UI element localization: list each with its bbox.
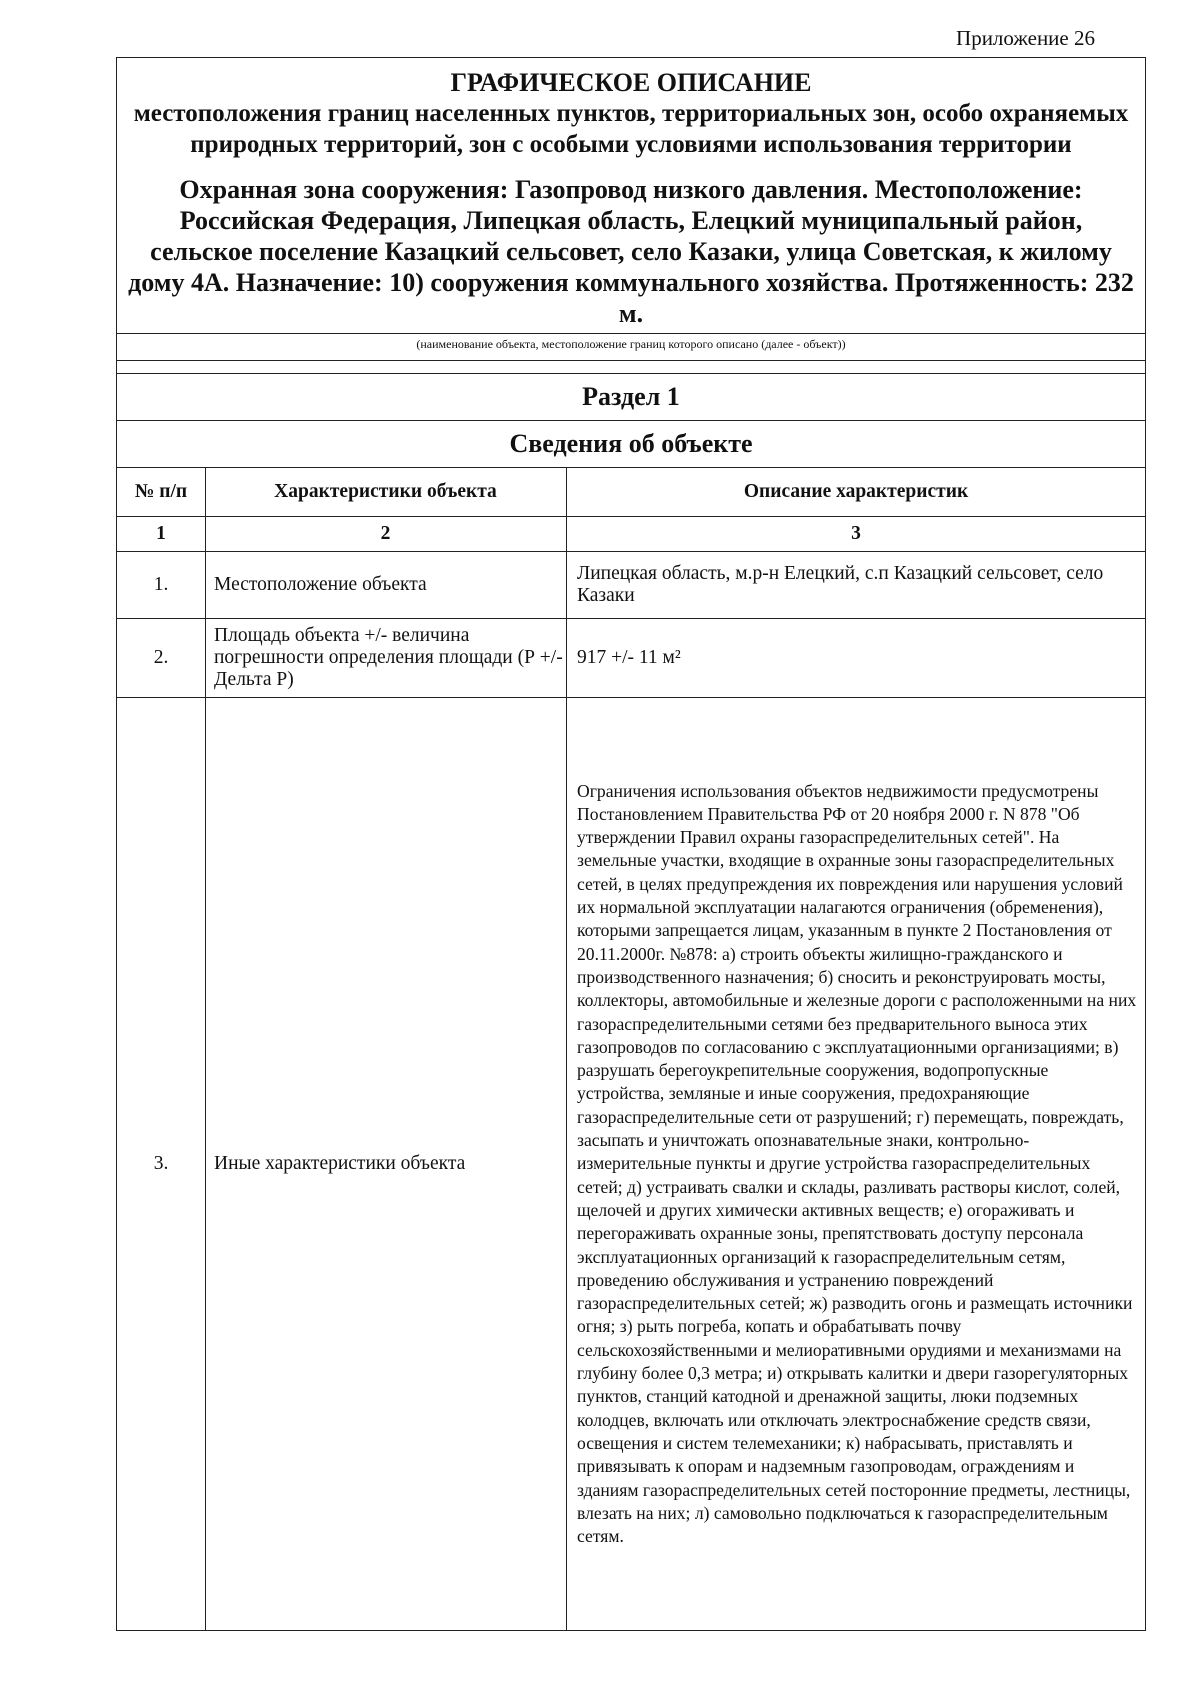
document-title: ГРАФИЧЕСКОЕ ОПИСАНИЕ — [450, 68, 812, 97]
column-number-row — [117, 517, 1145, 552]
table-row — [117, 552, 1145, 619]
document-frame — [116, 57, 1146, 1631]
row-number: 3. — [117, 698, 206, 1631]
header-num: № п/п — [117, 468, 206, 517]
object-caption: (наименование объекта, местоположение границ которого описано (далее - объект)) — [117, 334, 1145, 361]
document-subtitle: местоположения границ населенных пунктов, территориальных зон, особо охраняемых природных территорий, зон с особыми условиями использования территории — [133, 100, 1129, 158]
column-number: 1 — [117, 517, 206, 552]
row-characteristic: Местоположение объекта — [206, 552, 567, 619]
table-row — [117, 698, 1145, 1631]
column-number: 2 — [206, 517, 567, 552]
header-characteristic: Характеристики объекта — [206, 468, 567, 517]
column-number: 3 — [567, 517, 1146, 552]
spacer — [117, 361, 1145, 373]
row-description: Липецкая область, м.р-н Елецкий, с.п Казацкий сельсовет, село Казаки — [567, 552, 1146, 619]
table-row — [117, 619, 1145, 698]
row-description: 917 +/- 11 м² — [567, 619, 1146, 698]
row-characteristic: Площадь объекта +/- величина погрешности определения площади (Р +/- Дельта Р) — [206, 619, 567, 698]
document-header — [117, 58, 1145, 333]
object-name: Охранная зона сооружения: Газопровод низкого давления. Местоположение: Российская Федерация, Липецкая область, Елецкий муниципальный район, сельское поселение Казацкий сельсовет, село Казаки, улица Советская, к жилому дому 4А. Назначение: 10) сооружения коммунального хозяйства. Протяженность: 232 м. — [128, 175, 1134, 328]
row-characteristic: Иные характеристики объекта — [206, 698, 567, 1631]
row-number: 1. — [117, 552, 206, 619]
section-subtitle: Сведения об объекте — [117, 420, 1145, 467]
row-number: 2. — [117, 619, 206, 698]
section-title: Раздел 1 — [117, 373, 1145, 420]
object-info-table — [117, 467, 1145, 1630]
table-header-row — [117, 468, 1145, 517]
appendix-label: Приложение 26 — [956, 26, 1095, 50]
header-description: Описание характеристик — [567, 468, 1146, 517]
row-description: Ограничения использования объектов недвижимости предусмотрены Постановлением Правительства РФ от 20 ноября 2000 г. N 878 "Об утверждении Правил охраны газораспределительных сетей". На земельные участки, входящие в охранные зоны газораспределительных сетей, в целях предупреждения их повреждения или нарушения условий их нормальной эксплуатации налагаются ограничения (обременения), которыми запрещается лицам, указанным в пункте 2 Постановления от 20.11.2000г. №878: а) строить объекты жилищно-гражданского и производственного назначения; б) сносить и реконструировать мосты, коллекторы, автомобильные и железные дороги с расположенными на них газораспределительными сетями без предварительного выноса этих газопроводов по согласованию с эксплуатационными организациями; в) разрушать берегоукрепительные сооружения, водопропускные устройства, земляные и иные сооружения, предохраняющие газораспределительные сети от разрушений; г) перемещать, повреждать, засыпать и уничтожать опознавательные знаки, контрольно-измерительные пункты и другие устройства газораспределительных сетей; д) устраивать свалки и склады, разливать растворы кислот, солей, щелочей и других химически активных веществ; е) огораживать и перегораживать охранные зоны, препятствовать доступу персонала эксплуатационных организаций к газораспределительным сетям, проведению обслуживания и устранению повреждений газораспределительных сетей; ж) разводить огонь и размещать источники огня; з) рыть погреба, копать и обрабатывать почву сельскохозяйственными и мелиоративными орудиями и механизмами на глубину более 0,3 метра; и) открывать калитки и двери газорегуляторных пунктов, станций катодной и дренажной защиты, люки подземных колодцев, включать или отключать электроснабжение средств связи, освещения и систем телемеханики; к) набрасывать, приставлять и привязывать к опорам и надземным газопроводам, ограждениям и зданиям газораспределительных сетей посторонние предметы, лестницы, влезать на них; л) самовольно подключаться к газораспределительным сетям. — [567, 698, 1146, 1631]
